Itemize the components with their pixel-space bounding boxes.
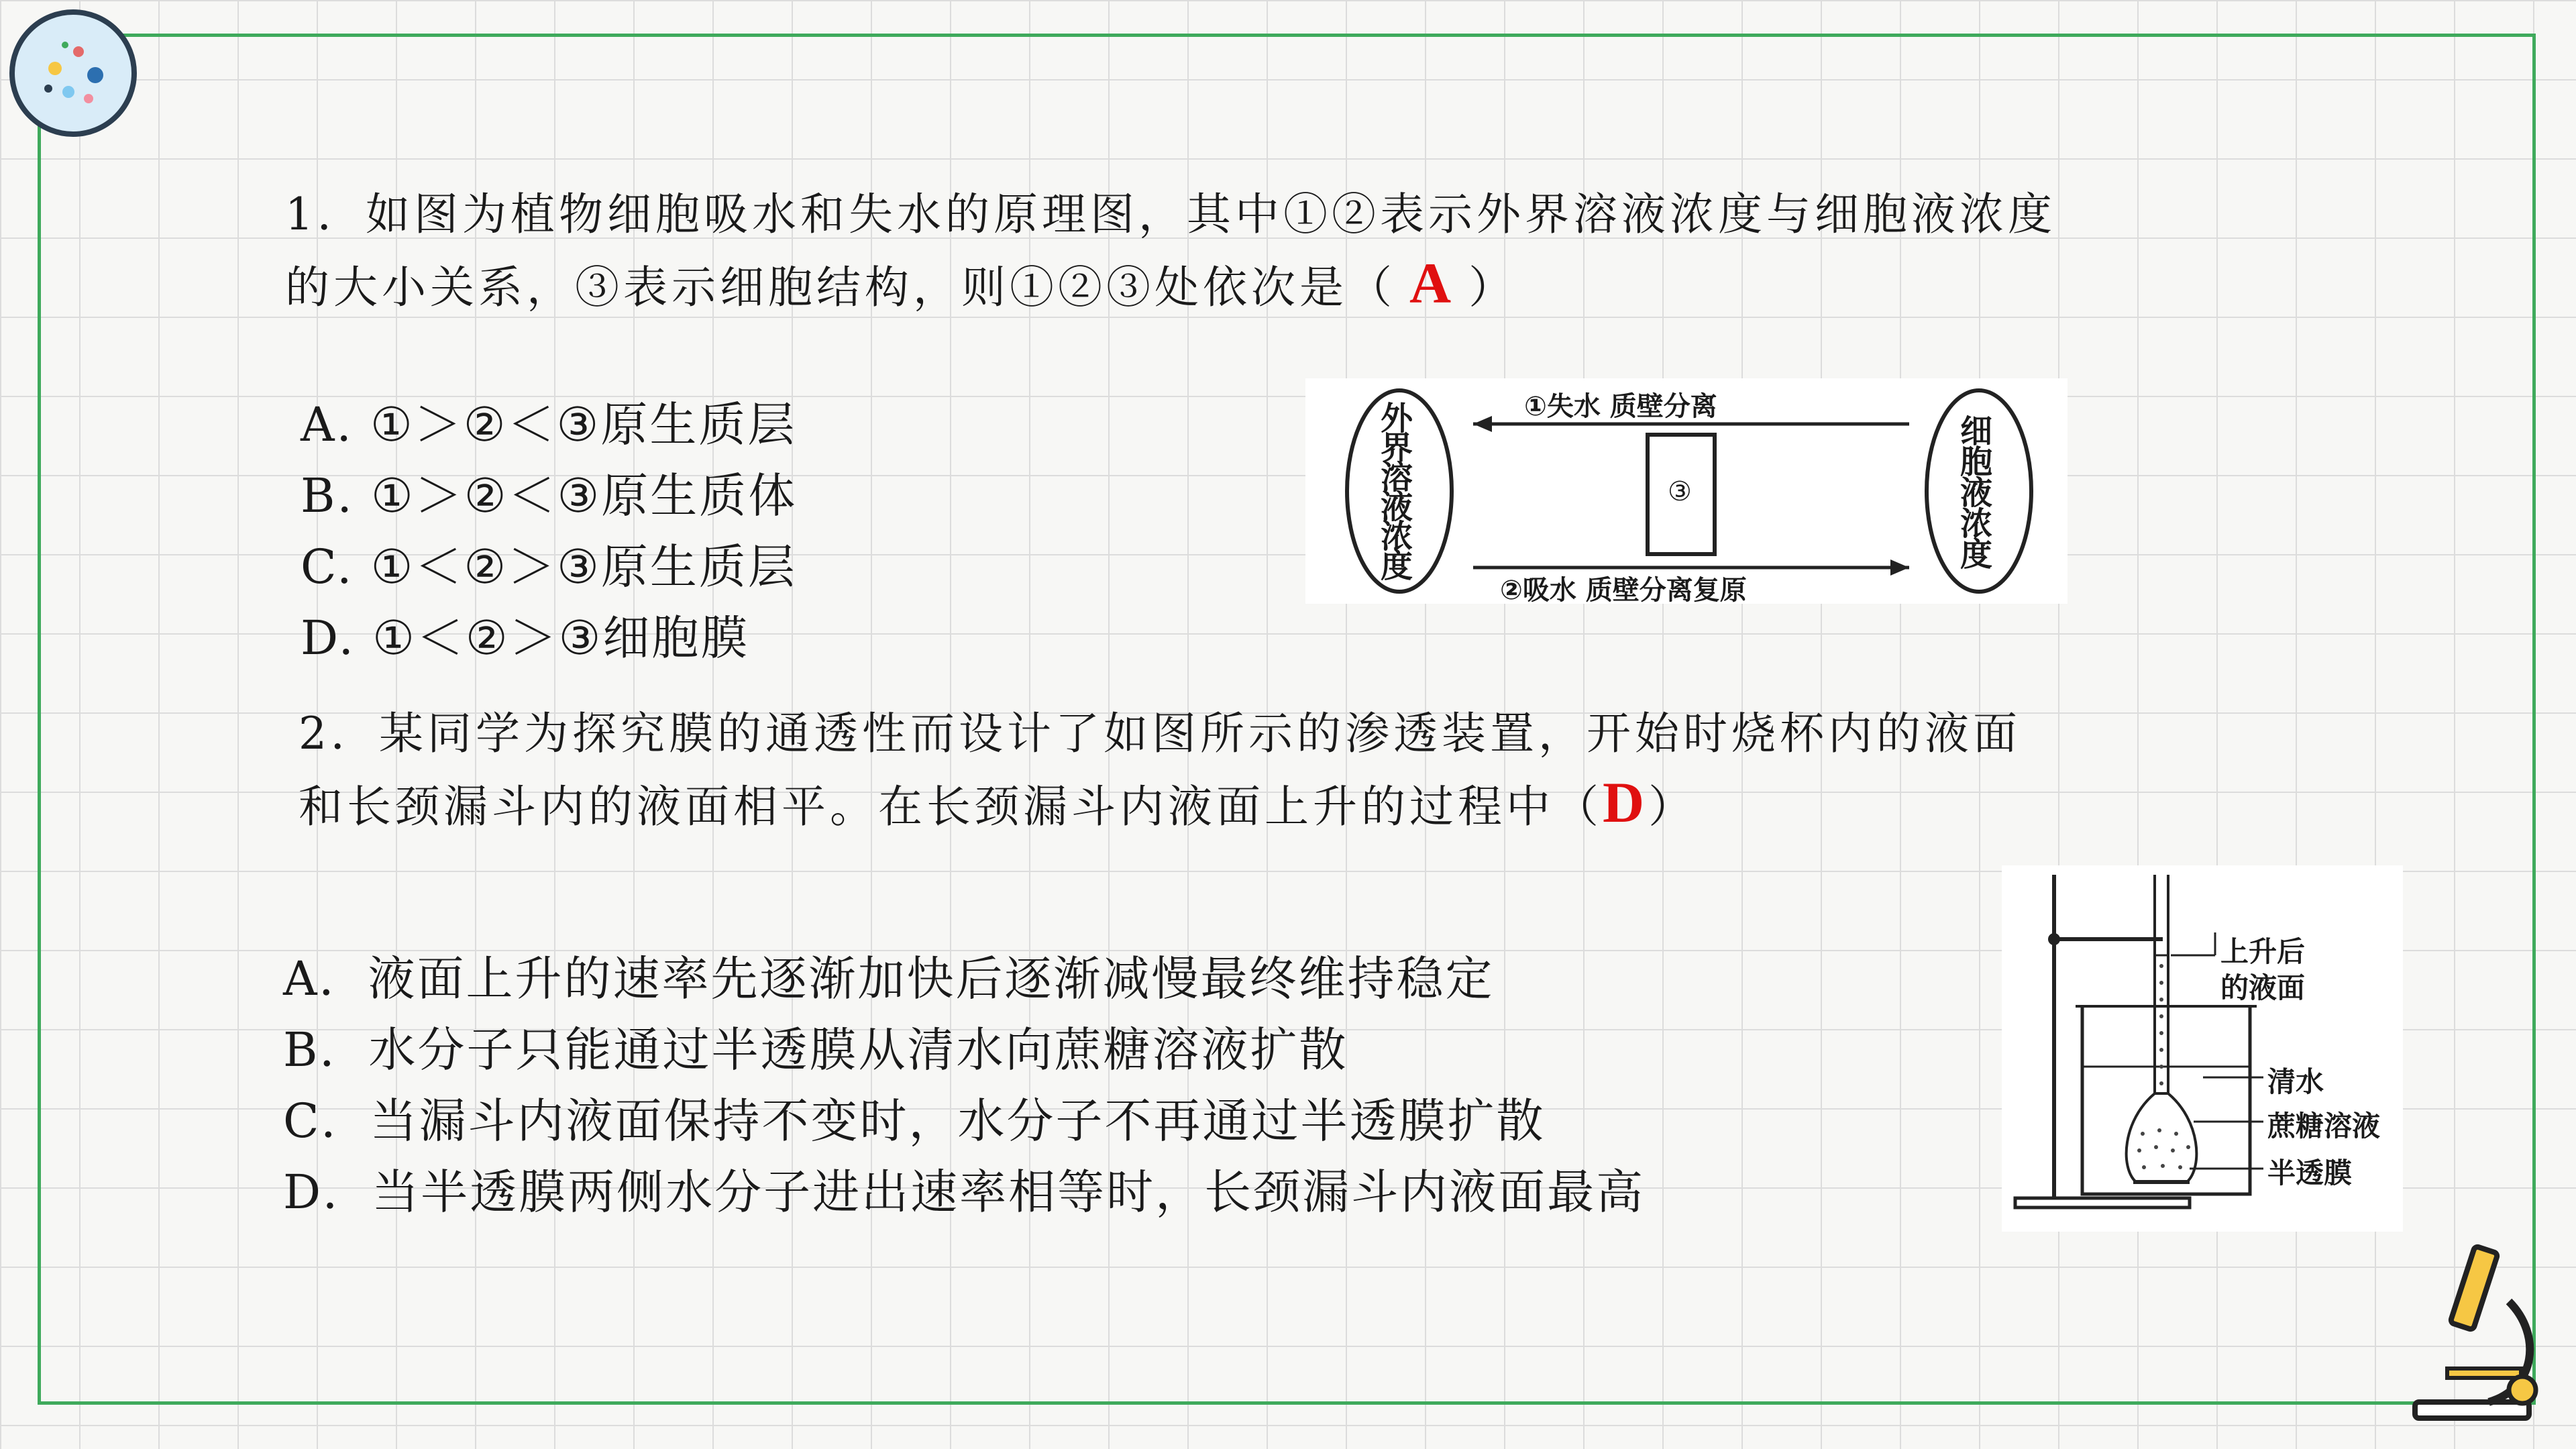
q1-option-a[interactable]: A. ①＞②＜③原生质层 — [301, 397, 797, 452]
q1-fig-top-arrow-label: ①失水 质壁分离 — [1524, 391, 1717, 422]
q2-close: ） — [1648, 781, 1697, 833]
q1-option-b[interactable]: B. ①＞②＜③原生质体 — [301, 468, 798, 523]
q2-fig-label-water: 清水 — [2267, 1065, 2324, 1098]
q1-stem-text: 的大小关系，③表示细胞结构，则①②③处依次是（ — [285, 262, 1396, 313]
petri-dish-icon — [9, 9, 137, 137]
q2-stem-line1: 2．某同学为探究膜的通透性而设计了如图所示的渗透装置，开始时烧杯内的液面 — [299, 708, 2021, 759]
q1-fig-left-label: 外界溶液浓度 — [1381, 400, 1413, 585]
q1-option-d[interactable]: D. ①＜②＞③细胞膜 — [301, 610, 750, 665]
q1-fig-right-label: 细胞液浓度 — [1960, 413, 1993, 574]
q1-close: ） — [1468, 262, 1517, 313]
q2-answer: D — [1603, 770, 1649, 835]
microscope-icon — [2408, 1234, 2556, 1436]
q1-answer: A — [1409, 251, 1456, 315]
q1-stem-line2 — [285, 250, 1517, 321]
q1-fig-bottom-arrow-label: ②吸水 质壁分离复原 — [1500, 575, 1747, 606]
q1-fig-center-label: ③ — [1668, 476, 1692, 507]
q2-fig-label-rise-2: 的液面 — [2220, 971, 2306, 1004]
q1-option-c[interactable]: C. ①＜②＞③原生质层 — [301, 539, 797, 594]
q1-diagram — [1305, 378, 2068, 604]
q2-apparatus-diagram — [2002, 865, 2403, 1232]
q2-option-d[interactable]: D．当半透膜两侧水分子进出速率相等时，长颈漏斗内液面最高 — [283, 1165, 1646, 1220]
q2-fig-label-rise-1: 上升后 — [2220, 935, 2306, 968]
q2-fig-label-sucrose: 蔗糖溶液 — [2267, 1110, 2381, 1142]
q2-option-a[interactable]: A．液面上升的速率先逐渐加快后逐渐减慢最终维持稳定 — [283, 951, 1495, 1006]
q2-fig-label-membrane: 半透膜 — [2267, 1157, 2353, 1189]
q2-stem-text: 和长颈漏斗内的液面相平。在长颈漏斗内液面上升的过程中（ — [299, 781, 1603, 833]
q1-stem-line1: 1．如图为植物细胞吸水和失水的原理图，其中①②表示外界溶液浓度与细胞液浓度 — [285, 189, 2056, 240]
q2-stem-line2 — [299, 769, 1697, 841]
q2-option-c[interactable]: C．当漏斗内液面保持不变时，水分子不再通过半透膜扩散 — [283, 1093, 1546, 1148]
q2-option-b[interactable]: B．水分子只能通过半透膜从清水向蔗糖溶液扩散 — [283, 1022, 1348, 1077]
